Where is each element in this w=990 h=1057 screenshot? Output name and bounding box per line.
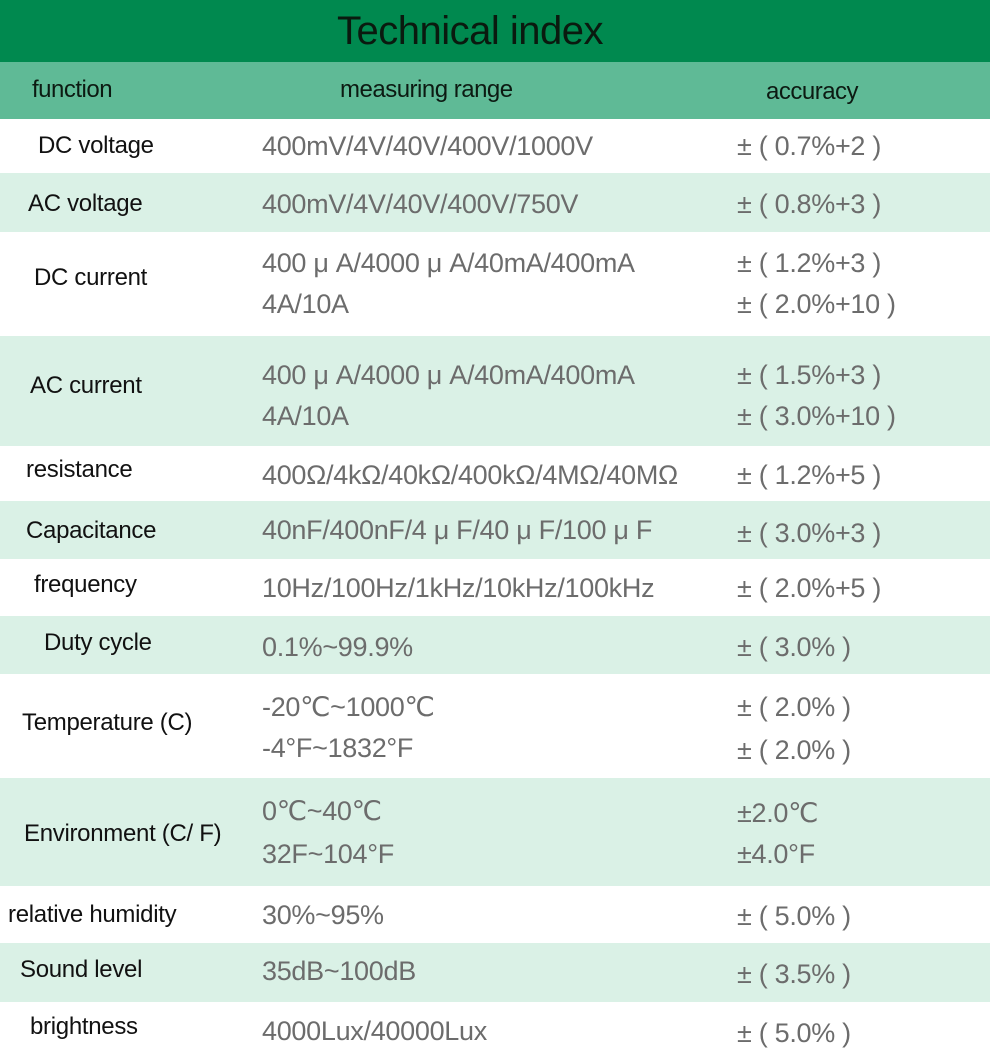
table-row-environment <box>0 778 990 886</box>
function-label: AC current <box>30 372 142 399</box>
header-measuring-range: measuring range <box>340 76 513 103</box>
page-title: Technical index <box>337 8 603 53</box>
accuracy-line-1: ± ( 2.0% ) <box>737 692 851 722</box>
range-line-1: 30%~95% <box>262 900 384 930</box>
accuracy-line-1: ± ( 1.2%+3 ) <box>737 248 882 278</box>
function-label: Duty cycle <box>44 629 152 656</box>
function-label: DC voltage <box>38 132 154 159</box>
range-line-2: 4A/10A <box>262 401 349 431</box>
accuracy-line-1: ± ( 3.5% ) <box>737 959 851 989</box>
range-line-2: -4°F~1832°F <box>262 733 414 763</box>
range-line-1: -20℃~1000℃ <box>262 692 435 722</box>
range-line-1: 40nF/400nF/4 μ F/40 μ F/100 μ F <box>262 515 653 545</box>
accuracy-line-1: ± ( 5.0% ) <box>737 901 851 931</box>
accuracy-line-2: ±4.0°F <box>737 839 815 869</box>
function-label: frequency <box>34 571 137 598</box>
accuracy-line-2: ± ( 2.0%+10 ) <box>737 289 896 319</box>
table-row-resistance <box>0 446 990 501</box>
table-row-relative-humidity <box>0 886 990 943</box>
accuracy-line-1: ± ( 1.2%+5 ) <box>737 460 882 490</box>
function-label: relative humidity <box>8 901 177 928</box>
range-line-1: 10Hz/100Hz/1kHz/10kHz/100kHz <box>262 573 655 603</box>
function-label: Capacitance <box>26 517 157 544</box>
table-row-capacitance <box>0 501 990 559</box>
range-line-1: 400mV/4V/40V/400V/1000V <box>262 131 593 161</box>
accuracy-line-1: ± ( 3.0% ) <box>737 632 851 662</box>
range-line-2: 32F~104°F <box>262 839 394 869</box>
accuracy-line-2: ± ( 2.0% ) <box>737 735 851 765</box>
range-line-1: 400 μ A/4000 μ A/40mA/400mA <box>262 360 635 390</box>
accuracy-line-2: ± ( 3.0%+10 ) <box>737 401 896 431</box>
function-label: Temperature (C) <box>22 709 193 736</box>
range-line-1: 400 μ A/4000 μ A/40mA/400mA <box>262 248 635 278</box>
header-accuracy: accuracy <box>766 78 859 105</box>
table-row-frequency <box>0 559 990 616</box>
table-header <box>0 62 990 119</box>
accuracy-line-1: ± ( 1.5%+3 ) <box>737 360 882 390</box>
accuracy-line-1: ± ( 0.7%+2 ) <box>737 131 882 161</box>
function-label: Environment (C/ F) <box>24 820 222 847</box>
function-label: AC voltage <box>28 190 143 217</box>
table-row-dc-voltage <box>0 119 990 173</box>
function-label: brightness <box>30 1013 138 1040</box>
function-label: Sound level <box>20 956 143 983</box>
header-function: function <box>32 76 113 103</box>
accuracy-line-1: ± ( 3.0%+3 ) <box>737 518 882 548</box>
range-line-1: 400mV/4V/40V/400V/750V <box>262 189 579 219</box>
title-bar <box>0 0 990 62</box>
accuracy-line-1: ± ( 5.0% ) <box>737 1018 851 1048</box>
table-row-duty-cycle <box>0 616 990 674</box>
accuracy-line-1: ± ( 0.8%+3 ) <box>737 189 882 219</box>
table-row-ac-voltage <box>0 173 990 232</box>
range-line-1: 0.1%~99.9% <box>262 632 413 662</box>
range-line-1: 400Ω/4kΩ/40kΩ/400kΩ/4MΩ/40MΩ <box>262 460 678 490</box>
accuracy-line-1: ±2.0℃ <box>737 798 819 828</box>
table-row-dc-current <box>0 232 990 336</box>
range-line-2: 4A/10A <box>262 289 349 319</box>
table-row-sound-level <box>0 943 990 1002</box>
table-row-ac-current <box>0 336 990 446</box>
function-label: resistance <box>26 456 133 483</box>
function-label: DC current <box>34 264 148 291</box>
range-line-1: 4000Lux/40000Lux <box>262 1016 487 1046</box>
range-line-1: 35dB~100dB <box>262 956 416 986</box>
table-row-temperature <box>0 674 990 778</box>
table-row-brightness <box>0 1002 990 1057</box>
accuracy-line-1: ± ( 2.0%+5 ) <box>737 573 882 603</box>
range-line-1: 0℃~40℃ <box>262 796 382 826</box>
